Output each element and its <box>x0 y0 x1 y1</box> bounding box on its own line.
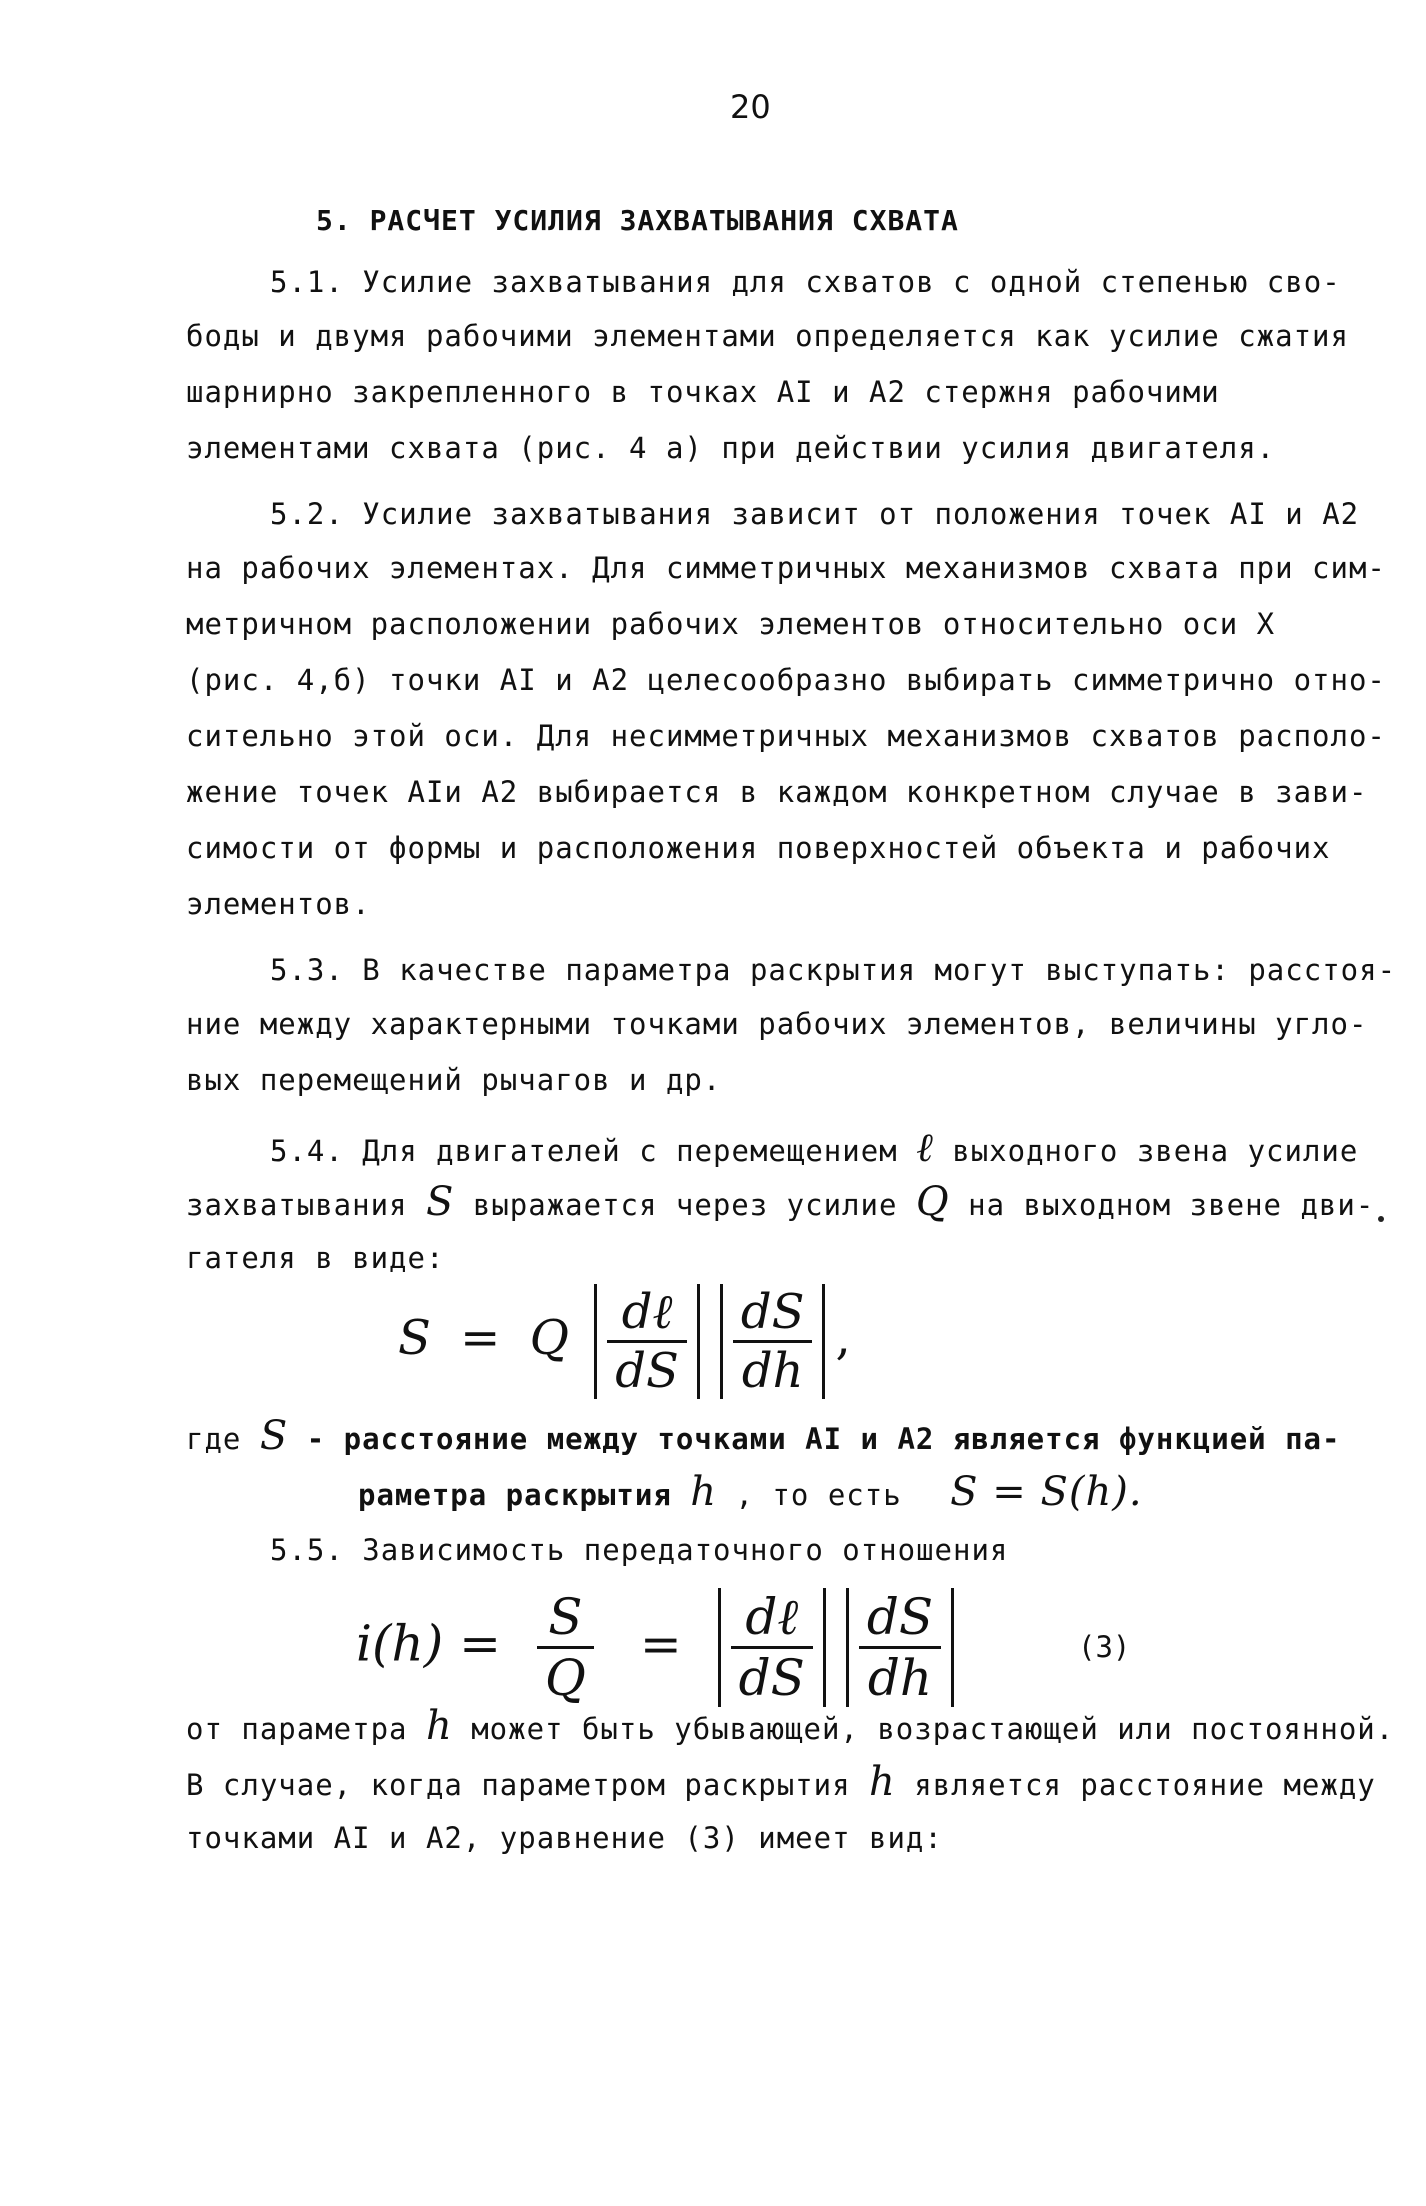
formula1-trail: , <box>835 1310 851 1366</box>
where-text-3: , то есть <box>735 1478 902 1512</box>
formula1-abs-2 <box>720 1284 826 1399</box>
formula3-frac2-num: dS <box>859 1588 941 1649</box>
p52-line-1: 5.2. Усилие захватывания зависит от положения точек AI и A2 <box>270 497 1360 531</box>
where-relation: S = S(h). <box>950 1469 1143 1515</box>
formula-3 <box>356 1588 964 1707</box>
scan-speck <box>1378 1216 1384 1222</box>
formula3-abs-1 <box>718 1588 826 1707</box>
formula3-frac-2 <box>859 1588 941 1707</box>
p55-text-3b: является расстояние между <box>914 1768 1376 1802</box>
p55-line-3 <box>186 1759 1376 1805</box>
formula-1 <box>398 1284 851 1399</box>
p53-line-2: ние между характерными точками рабочих элементов, величины угло- <box>186 1007 1368 1041</box>
where-text-1: - расстояние между точками AI и A2 является функцией па- <box>306 1422 1341 1456</box>
q-symbol: Q <box>915 1179 950 1225</box>
p51-line-4: элементами схвата (рис. 4 а) при действии усилия двигателя. <box>186 431 1276 465</box>
p52-line-6: жение точек AIи A2 выбирается в каждом конкретном случае в зави- <box>186 775 1368 809</box>
page-number: 20 <box>730 88 771 126</box>
formula1-lhs: S <box>398 1310 431 1366</box>
section-title: 5. РАСЧЕТ УСИЛИЯ ЗАХВАТЫВАНИЯ СХВАТА <box>316 204 959 237</box>
p54-text-d: выражается через усилие <box>472 1188 898 1222</box>
formula3-frac-den: Q <box>544 1649 586 1707</box>
s-symbol: S <box>425 1179 455 1225</box>
p52-line-5: сительно этой оси. Для несимметричных механизмов схватов располо- <box>186 719 1386 753</box>
p54-line-2 <box>186 1179 1375 1225</box>
p54-text-a: 5.4. Для двигателей с перемещением <box>270 1134 898 1168</box>
formula1-coef: Q <box>529 1310 569 1366</box>
p55-text-2b: может быть убывающей, возрастающей или постоянной. <box>471 1712 1395 1746</box>
where-text-2: раметра раскрытия <box>358 1478 672 1512</box>
formula3-frac-num: S <box>537 1588 594 1649</box>
formula1-frac1-den: dS <box>615 1343 679 1399</box>
p54-line-1 <box>270 1125 1359 1171</box>
p53-line-1: 5.3. В качестве параметра раскрытия могут выступать: расстоя- <box>270 953 1397 987</box>
formula3-frac1-num: dℓ <box>731 1588 813 1649</box>
p51-line-3-head: шарнирно закрепленного в точках A <box>186 375 796 409</box>
p55-line-4: точками AI и A2, уравнение (3) имеет вид: <box>186 1821 943 1855</box>
formula3-lhs: i(h) = <box>356 1614 501 1673</box>
p52-line-2: на рабочих элементах. Для симметричных механизмов схвата при сим- <box>186 551 1386 585</box>
formula1-frac-2 <box>733 1284 813 1399</box>
formula3-abs-2 <box>846 1588 954 1707</box>
p53-line-3: вых перемещений рычагов и др. <box>186 1063 722 1097</box>
formula3-frac2-den: dh <box>867 1649 933 1707</box>
p55-line-1: 5.5. Зависимость передаточного отношения <box>270 1533 1009 1567</box>
p52-line-8: элементов. <box>186 887 371 921</box>
where-line-2 <box>358 1469 1143 1515</box>
formula3-eq: = <box>639 1614 682 1673</box>
where-h-symbol: h <box>690 1469 718 1515</box>
formula3-frac1-den: dS <box>738 1649 805 1707</box>
p51-line-3-tail: I и A2 стержня рабочими <box>795 375 1220 409</box>
p51-line-3 <box>186 372 1220 412</box>
formula3-frac-main <box>537 1588 594 1707</box>
p51-line-2: боды и двумя рабочими элементами определяется как усилие сжатия <box>186 319 1349 353</box>
formula1-frac1-num: dℓ <box>607 1284 687 1343</box>
l-symbol: ℓ <box>916 1125 934 1171</box>
where-prefix: где <box>186 1422 242 1456</box>
p52-line-7: симости от формы и расположения поверхностей объекта и рабочих <box>186 831 1331 865</box>
p54-text-e: на выходном звене дви- <box>968 1188 1375 1222</box>
formula1-abs-1 <box>594 1284 700 1399</box>
p54-text-c: захватывания <box>186 1188 408 1222</box>
p55-h-symbol-1: h <box>425 1703 453 1749</box>
p54-text-b: выходного звена усилие <box>952 1134 1359 1168</box>
p55-text-2a: от параметра <box>186 1712 408 1746</box>
formula1-eq: = <box>460 1310 501 1366</box>
where-s-symbol: S <box>259 1413 289 1459</box>
equation-number: (3) <box>1078 1630 1131 1664</box>
formula1-frac-1 <box>607 1284 687 1399</box>
where-line-1 <box>186 1413 1341 1459</box>
formula3-frac-1 <box>731 1588 813 1707</box>
p51-line-1: 5.1. Усилие захватывания для схватов с одной степенью сво- <box>270 265 1341 299</box>
formula1-frac2-den: dh <box>741 1343 804 1399</box>
p55-line-2 <box>186 1703 1395 1749</box>
p52-line-3: метричном расположении рабочих элементов относительно оси X <box>186 607 1276 641</box>
p55-h-symbol-2: h <box>869 1759 896 1805</box>
p52-line-4: (рис. 4,б) точки AI и A2 целесообразно выбирать симметрично отно- <box>186 663 1386 697</box>
formula1-frac2-num: dS <box>733 1284 813 1343</box>
p54-line-3: гателя в виде: <box>186 1241 445 1275</box>
p55-text-3a: В случае, когда параметром раскрытия <box>186 1768 851 1802</box>
